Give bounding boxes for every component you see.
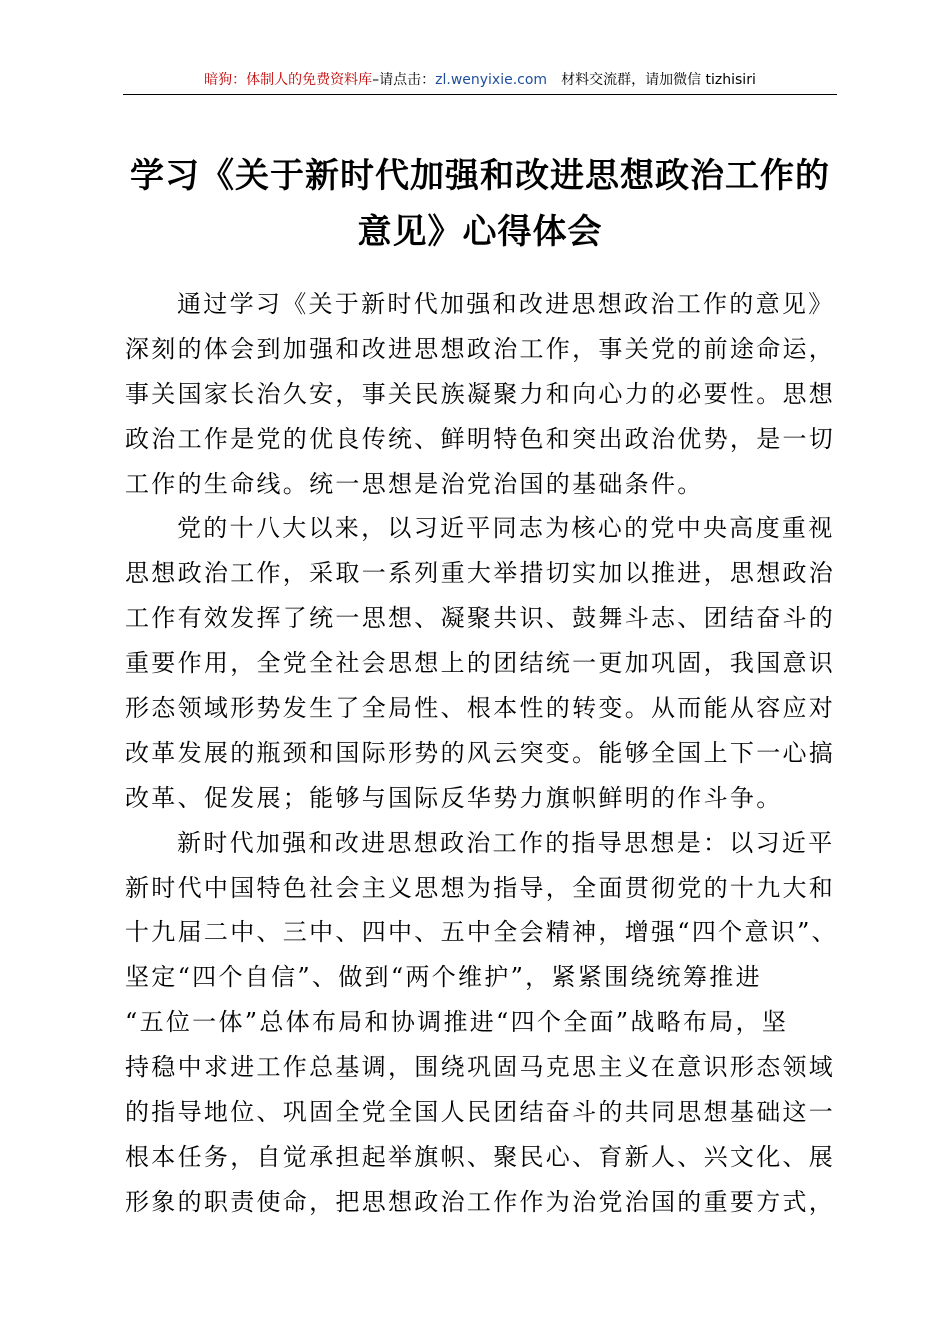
text-line: 新时代加强和改进思想政治工作的指导思想是：以习近平 (177, 828, 835, 857)
text-line: 深刻的体会到加强和改进思想政治工作，事关党的前途命运， (125, 334, 836, 363)
text-line: 党的十八大以来，以习近平同志为核心的党中央高度重视 (177, 514, 835, 543)
text-line: 新时代中国特色社会主义思想为指导，全面贯彻党的十九大和 (125, 873, 836, 902)
text-line: 事关国家长治久安，事关民族凝聚力和向心力的必要性。思想 (125, 379, 836, 408)
text-line: 思想政治工作，采取一系列重大举措切实加以推进，思想政治 (125, 559, 836, 588)
header-click-prompt: –请点击： (372, 72, 436, 88)
text-line: 持稳中求进工作总基调，围绕巩固马克思主义在意识形态领域 (125, 1053, 836, 1082)
text-line: 十九届二中、三中、四中、五中全会精神，增强“四个意识”、 (125, 918, 838, 947)
header-brand: 暗狗：体制人的免费资料库 (204, 72, 373, 88)
paragraph-3 (125, 821, 847, 1225)
text-line: 坚定“四个自信”、做到“两个维护”，紧紧围绕统筹推进 (125, 963, 762, 992)
text-line: 通过学习《关于新时代加强和改进思想政治工作的意见》 (177, 290, 835, 318)
text-line: 改革、促发展；能够与国际反华势力旗帜鲜明的作斗争。 (125, 783, 783, 812)
page-header (123, 70, 837, 95)
text-line: 形态领域形势发生了全局性、根本性的转变。从而能从容应对 (125, 694, 836, 723)
paragraph-2 (125, 506, 847, 820)
header-url-link[interactable]: zl.wenyixie.com (435, 72, 548, 88)
text-line: “五位一体”总体布局和协调推进“四个全面”战略布局，坚 (125, 1008, 789, 1037)
title-line: 意见》心得体会 (357, 212, 603, 252)
text-line: 工作的生命线。统一思想是治党治国的基础条件。 (125, 469, 704, 498)
header-wechat-note: 材料交流群，请加微信 tizhisiri (561, 72, 756, 88)
title-line: 学习《关于新时代加强和改进思想政治工作的 (130, 156, 830, 196)
text-line: 重要作用，全党全社会思想上的团结统一更加巩固，我国意识 (125, 649, 836, 678)
paragraph-1 (125, 282, 847, 506)
document-title (100, 148, 860, 260)
text-line: 形象的职责使命，把思想政治工作作为治党治国的重要方式， (125, 1187, 836, 1216)
text-line: 的指导地位、巩固全党全国人民团结奋斗的共同思想基础这一 (125, 1098, 836, 1127)
text-line: 工作有效发挥了统一思想、凝聚共识、鼓舞斗志、团结奋斗的 (125, 604, 836, 633)
document-body (125, 282, 847, 1225)
text-line: 政治工作是党的优良传统、鲜明特色和突出政治优势，是一切 (125, 424, 836, 453)
text-line: 改革发展的瓶颈和国际形势的风云突变。能够全国上下一心搞 (125, 738, 836, 767)
text-line: 根本任务，自觉承担起举旗帜、聚民心、育新人、兴文化、展 (125, 1142, 836, 1171)
